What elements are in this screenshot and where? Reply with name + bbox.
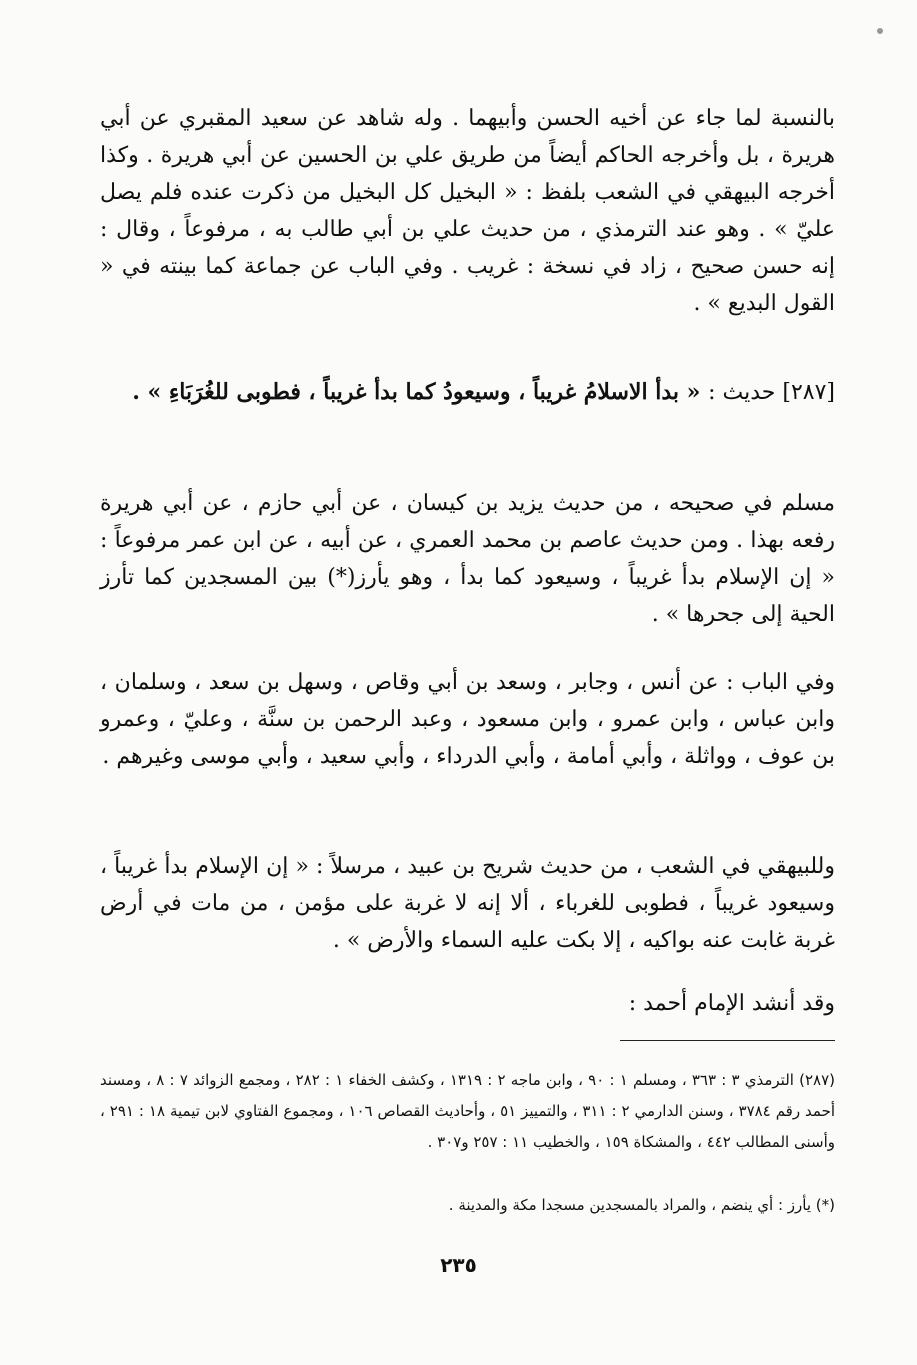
hadith-heading (100, 372, 835, 413)
footnote-gloss: (*) يأرز : أي ينضم ، والمراد بالمسجدين مسجدا مكة والمدينة . (448, 1196, 835, 1214)
hadith-text: « بدأ الاسلامُ غريباً ، وسيعودُ كما بدأ غريباً ، فطوبى للغُرَبَاءِ » . (132, 379, 701, 405)
page-number: ٢٣٥ (440, 1253, 477, 1277)
hadith-number-label: [٢٨٧] حديث : (708, 380, 835, 405)
paragraph-commentary-5: وقد أنشد الإمام أحمد : (628, 991, 835, 1016)
paragraph-commentary-2: مسلم في صحيحه ، من حديث يزيد بن كيسان ، عن أبي حازم ، عن أبي هريرة رفعه بهذا . ومن حديث عاصم بن محمد العمري ، عن أبيه ، عن ابن عمر مرفوعاً : « إن الإسلام بدأ غريباً ، وسيعود كما بدأ ، وهو يأرز(*) بين المسجدين كما تأرز الحية إلى جحرها » . (100, 491, 835, 627)
paragraph-commentary-1: بالنسبة لما جاء عن أخيه الحسن وأبيهما . وله شاهد عن سعيد المقبري عن أبي هريرة ، بل وأخرجه الحاكم أيضاً من طريق علي بن الحسين عن أبي هريرة . وكذا أخرجه البيهقي في الشعب بلفظ : « البخيل كل البخيل من ذكرت عنده فلم يصل عليّ » . وهو عند الترمذي ، من حديث علي بن أبي طالب به ، مرفوعاً ، وقال : إنه حسن صحيح ، زاد في نسخة : غريب . وفي الباب عن جماعة كما بينته في « القول البديع » . (100, 106, 835, 316)
scan-speck (877, 28, 883, 34)
footnote-separator (620, 1040, 835, 1041)
footnote-references: (٢٨٧) الترمذي ٣ : ٣٦٣ ، ومسلم ١ : ٩٠ ، وابن ماجه ٢ : ١٣١٩ ، وكشف الخفاء ١ : ٢٨٢ ، ومجمع الزوائد ٧ : ٨ ، ومسند أحمد رقم ٣٧٨٤ ، وسنن الدارمي ٢ : ٣١١ ، والتمييز ٥١ ، وأحاديث القصاص ١٠٦ ، ومجموع الفتاوي لابن تيمية ١٨ : ٢٩١ ، وأسنى المطالب ٤٤٢ ، والمشكاة ١٥٩ ، والخطيب ١١ : ٢٥٧ و٣٠٧ . (100, 1071, 836, 1151)
paragraph-commentary-3: وفي الباب : عن أنس ، وجابر ، وسعد بن أبي وقاص ، وسهل بن سعد ، وسلمان ، وابن عباس ، وابن عمرو ، وابن مسعود ، وعبد الرحمن بن سنَّة ، وعليّ ، وعمرو بن عوف ، وواثلة ، وأبي أمامة ، وأبي الدرداء ، وأبي سعيد ، وأبي موسى وغيرهم . (100, 670, 835, 769)
paragraph-commentary-4: وللبيهقي في الشعب ، من حديث شريح بن عبيد ، مرسلاً : « إن الإسلام بدأ غريباً ، وسيعود غريباً ، فطوبى للغرباء ، ألا إنه لا غربة على مؤمن ، من مات في أرض غربة غابت عنه بواكيه ، إلا بكت عليه السماء والأرض » . (100, 854, 835, 953)
